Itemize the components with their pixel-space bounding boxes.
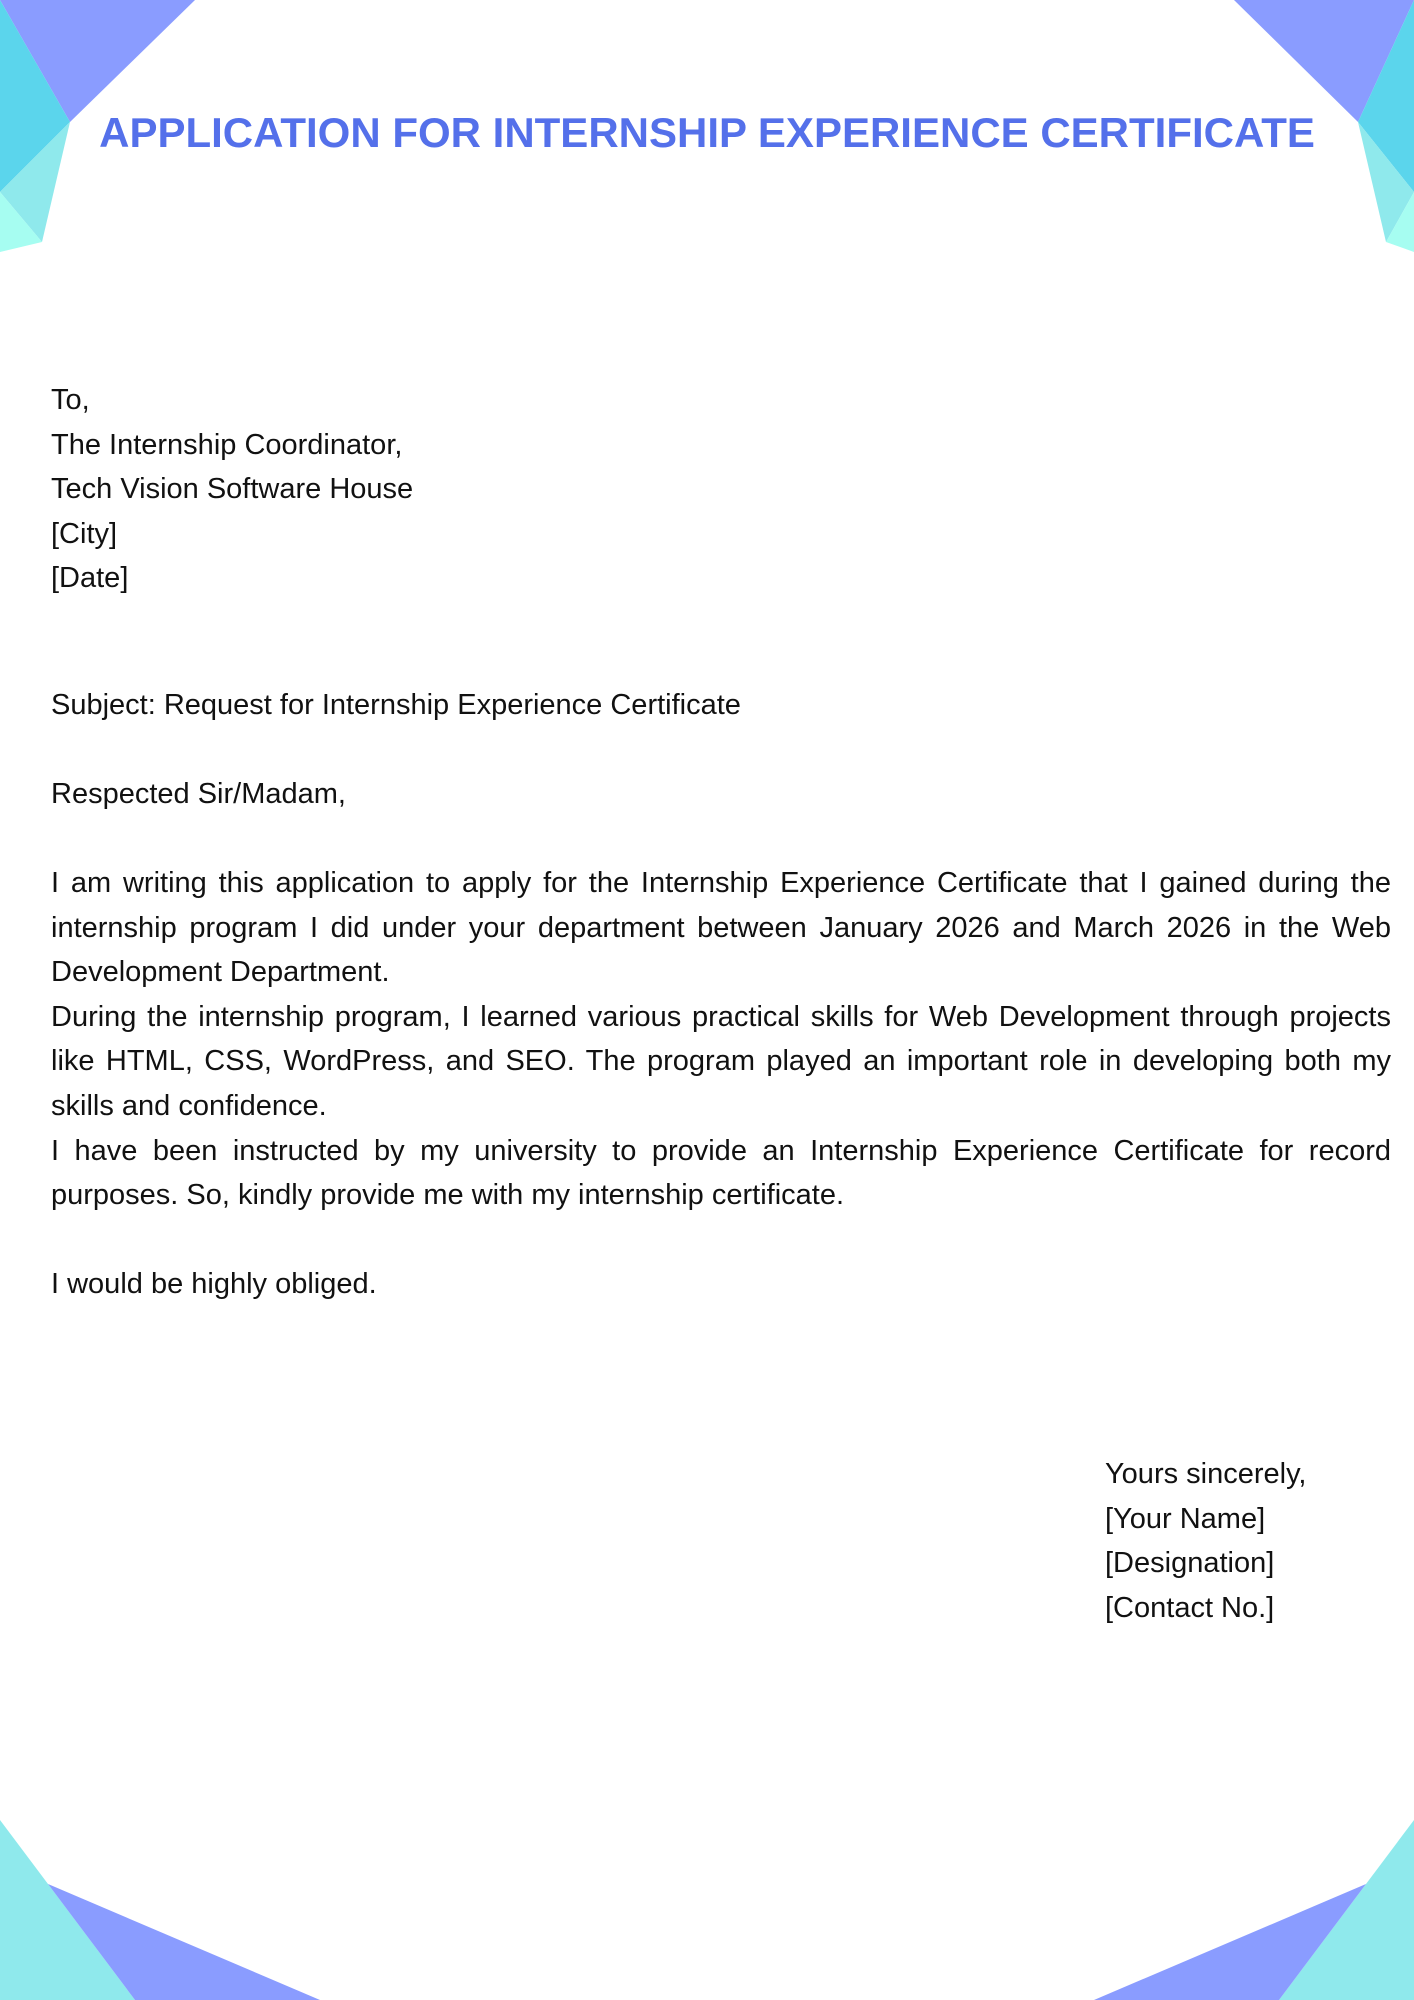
recipient-to: To, xyxy=(51,384,90,416)
corner-decoration-bottom-left xyxy=(0,1820,330,2000)
body-paragraph: During the internship program, I learned various practical skills for Web Development through projects like HTML, CSS, WordPress, and SEO. The program played an important role in developing both my skills and confidence. xyxy=(51,1000,1391,1122)
sender-designation: [Designation] xyxy=(1105,1547,1275,1580)
salutation: Respected Sir/Madam, xyxy=(51,778,346,810)
valediction: Yours sincerely, xyxy=(1105,1458,1307,1490)
corner-decoration-bottom-right xyxy=(1084,1820,1414,2000)
sender-contact: [Contact No.] xyxy=(1105,1591,1275,1624)
recipient-role: The Internship Coordinator, xyxy=(51,428,403,461)
recipient-address-block xyxy=(51,378,1391,601)
recipient-organization: Tech Vision Software House xyxy=(51,473,414,506)
signature-block xyxy=(1105,1452,1307,1630)
letter-body xyxy=(51,861,1391,1218)
subject-line: Subject: Request for Internship Experience Certificate xyxy=(51,689,741,721)
recipient-date: [Date] xyxy=(51,562,129,595)
document-title: APPLICATION FOR INTERNSHIP EXPERIENCE CERTIFICATE xyxy=(99,109,1315,156)
recipient-city: [City] xyxy=(51,517,118,550)
body-paragraph: I am writing this application to apply for the Internship Experience Certificate that I gained during the internship program I did under your department between January 2026 and March 2026 in the Web Development Department. xyxy=(51,867,1391,989)
sender-name: [Your Name] xyxy=(1105,1502,1266,1535)
body-paragraph: I have been instructed by my university to provide an Internship Experience Certificate for record purposes. So, kindly provide me with my internship certificate. xyxy=(51,1134,1391,1212)
closing-line: I would be highly obliged. xyxy=(51,1268,377,1300)
